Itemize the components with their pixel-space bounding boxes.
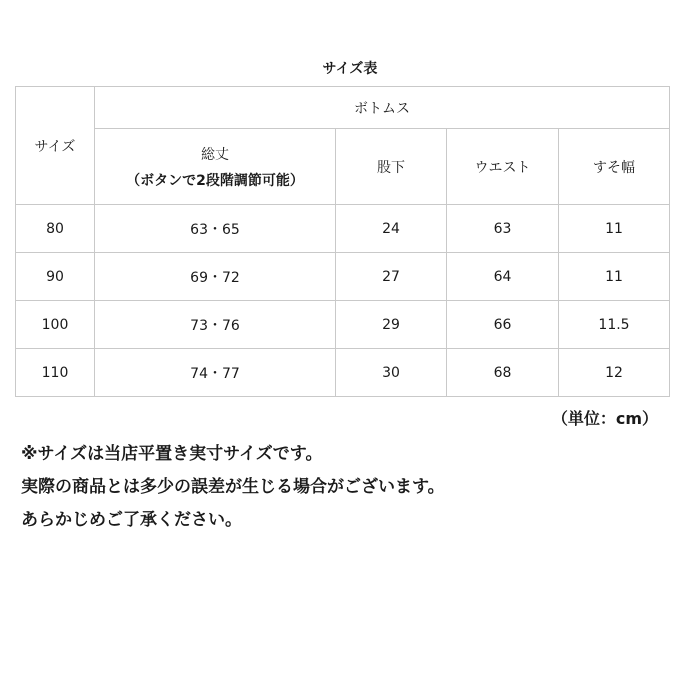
inseam-cell: 27 <box>336 253 447 301</box>
hem-cell: 11 <box>559 253 670 301</box>
hem-header: すそ幅 <box>559 129 670 205</box>
size-cell: 110 <box>16 349 95 397</box>
hem-cell: 11 <box>559 205 670 253</box>
waist-cell: 68 <box>447 349 559 397</box>
table-row <box>16 349 670 397</box>
hem-cell: 11.5 <box>559 301 670 349</box>
unit-label: （単位：cm） <box>551 409 658 428</box>
subheader-row <box>16 129 670 205</box>
length-note: （ボタンで2段階調節可能） <box>126 172 304 189</box>
inseam-cell: 30 <box>336 349 447 397</box>
waist-header: ウエスト <box>447 129 559 205</box>
table-row <box>16 301 670 349</box>
size-cell: 100 <box>16 301 95 349</box>
inseam-cell: 29 <box>336 301 447 349</box>
inseam-cell: 24 <box>336 205 447 253</box>
size-cell: 80 <box>16 205 95 253</box>
waist-cell: 63 <box>447 205 559 253</box>
size-cell: 90 <box>16 253 95 301</box>
length-header <box>95 129 336 205</box>
note-line: あらかじめご了承ください。 <box>21 510 242 530</box>
length-cell: 74・77 <box>95 349 336 397</box>
table-row <box>16 253 670 301</box>
hem-cell: 12 <box>559 349 670 397</box>
inseam-header: 股下 <box>336 129 447 205</box>
length-cell: 69・72 <box>95 253 336 301</box>
size-header: サイズ <box>16 87 95 205</box>
note-line: ※サイズは当店平置き実寸サイズです。 <box>21 444 323 464</box>
waist-cell: 64 <box>447 253 559 301</box>
length-cell: 73・76 <box>95 301 336 349</box>
bottoms-header: ボトムス <box>95 87 670 129</box>
length-cell: 63・65 <box>95 205 336 253</box>
table-title: サイズ表 <box>322 61 378 77</box>
waist-cell: 66 <box>447 301 559 349</box>
note-line: 実際の商品とは多少の誤差が生じる場合がございます。 <box>21 477 445 497</box>
length-label: 総丈 <box>201 146 229 163</box>
table-row <box>16 205 670 253</box>
size-table <box>15 86 670 397</box>
header-row <box>16 87 670 129</box>
notes-block <box>21 440 681 539</box>
